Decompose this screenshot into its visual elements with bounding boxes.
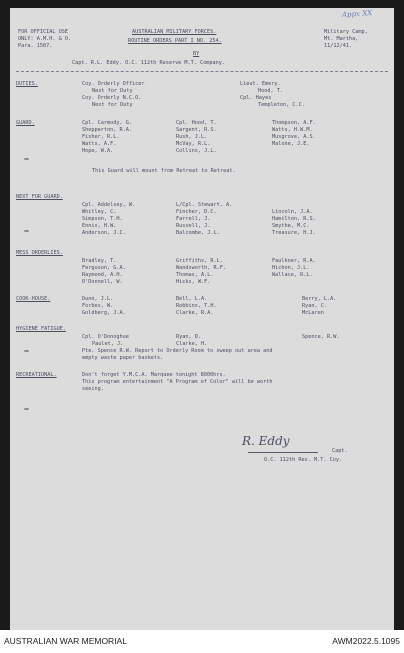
mess-orderly: Bradley, T. [82,258,117,264]
mess-orderly: Wallace, R.L. [272,272,313,278]
next-guard-member: Hamilton, R.S. [272,216,316,222]
official-use-line3: Para. 1507. [18,43,53,49]
location-line1: Military Camp, [324,29,368,35]
official-use-line1: FOR OFFICIAL USE [18,29,68,35]
signature-unit: O.C. 112th Res. M.T. Coy. [264,457,343,463]
signature-scrawl [242,434,290,448]
duty-name: Cpl. Hayes [240,95,272,101]
next-guard-member: Whitley, C. [82,209,117,215]
cook-house-heading: COOK-HOUSE. [16,296,51,302]
next-guard-member: Balcombe, J.L. [176,230,220,236]
punch-hole [24,230,29,232]
mess-orderly: Faulkner, R.A. [272,258,316,264]
next-guard-member: L/Cpl. Stewart, A. [176,202,233,208]
hygiene-member: Cpl. O'Donoghue [82,334,129,340]
duty-name: Templeton, C.C. [258,102,305,108]
next-guard-member: Treasure, H.J. [272,230,316,236]
official-use-line2: ONLY: A.M.H. & O. [18,36,72,42]
hygiene-member: Clarke, H. [176,341,208,347]
next-guard-member: Ennis, H.W. [82,223,117,229]
next-guard-member: Russell, J. [176,223,211,229]
guard-member: Cpl. Hood, T. [176,120,217,126]
guard-member: Shepperton, R.A. [82,127,132,133]
cook-house-member: Forbes, W. [82,303,114,309]
next-for-guard-heading: NEXT FOR GUARD. [16,194,63,200]
hygiene-member: Spence, R.W. [302,334,340,340]
mess-orderly: Hicks, W.F. [176,279,211,285]
guard-member: Collins, J.L. [176,148,217,154]
mess-orderly: Wandsworth, R.F. [176,265,226,271]
recreational-text: This program entertainment "A Program of Color" will be worth [82,379,273,385]
guard-member: Malone, J.E. [272,141,310,147]
next-guard-member: Farrell, J. [176,216,211,222]
hygiene-note: empty waste paper baskets. [82,355,164,361]
hygiene-member: Paulet, J. [92,341,124,347]
duty-name: Hood, T. [258,88,283,94]
punch-hole [24,350,29,352]
document-title: AUSTRALIAN MILITARY FORCES. [132,29,217,35]
mess-orderlies-heading: MESS ORDERLIES. [16,250,63,256]
next-guard-member: Fincher, D.C. [176,209,217,215]
recreational-text: seeing. [82,386,104,392]
header-divider [16,71,388,72]
cook-house-member: Ryan, C. [302,303,327,309]
document-page [10,8,394,630]
cook-house-member: Berry, L.A. [302,296,337,302]
guard-member: Cpl. Carmody, G. [82,120,132,126]
signature-name: R. Eddy [242,434,290,448]
guard-member: Musgrove, A.S. [272,134,316,140]
by-label: BY [193,51,200,57]
guard-member: McVay, R.L. [176,141,211,147]
duty-role: Next for Duty [92,88,133,94]
mess-orderly: Hichon, J.L. [272,265,310,271]
duty-name: Lieut. Emery. [240,81,281,87]
duty-role: Coy. Orderly Officer [82,81,145,87]
recreational-text: Don't forget Y.M.C.A. Marquee tonight 8000hrs. [82,372,226,378]
mess-orderly: Ferguson, G.A. [82,265,126,271]
cook-house-member: Robbins, T.H. [176,303,217,309]
footer-institution: AUSTRALIAN WAR MEMORIAL [4,636,127,646]
signature-underline [248,452,318,453]
hygiene-member: Ryan, D. [176,334,201,340]
guard-note: This Guard will mount from Retreat to Retreat. [92,168,236,174]
footer-accession-number: AWM2022.5.1095 [332,636,400,646]
punch-hole [24,158,29,160]
duties-heading: DUTIES. [16,81,38,87]
mess-orderly: Griffiths, R.L. [176,258,223,264]
location-line2: Mt. Martha, [324,36,359,42]
cook-house-member: Bell, L.A. [176,296,208,302]
commanding-officer: Capt. R.L. Eddy. O.C. 112th Reserve M.T. Company. [72,60,226,66]
next-guard-member: Smythe, M.C. [272,223,310,229]
document-date: 11/12/41. [324,43,353,49]
guard-heading: GUARD. [16,120,35,126]
document-subtitle: ROUTINE ORDERS PART I NO. 254. [128,38,222,44]
duty-role: Next for Duty [92,102,133,108]
mess-orderly: Thomas, A.L. [176,272,214,278]
next-guard-member: Lincoln, J.A. [272,209,313,215]
guard-member: Fisher, R.L. [82,134,120,140]
cook-house-member: Dunn, J.L. [82,296,114,302]
duty-role: Coy. Orderly N.C.O. [82,95,142,101]
mess-orderly: Raymond, A.H. [82,272,123,278]
next-guard-member: Simpson, T.H. [82,216,123,222]
signature-rank: Capt. [332,448,348,454]
cook-house-member: Clarke, R.A. [176,310,214,316]
archive-footer [0,630,404,653]
cook-house-member: McLaren [302,310,324,316]
hygiene-fatigue-heading: HYGIENE FATIGUE. [16,326,66,332]
recreational-heading: RECREATIONAL. [16,372,57,378]
cook-house-member: Goldberg, J.A. [82,310,126,316]
punch-hole [24,408,29,410]
next-guard-member: Cpl. Addelsey, W. [82,202,136,208]
guard-member: Hope, W.A. [82,148,114,154]
mess-orderly: O'Donnell, W. [82,279,123,285]
guard-member: Rush, J.L. [176,134,208,140]
next-guard-member: Anderson, J.C. [82,230,126,236]
guard-member: Watts, A.F. [82,141,117,147]
guard-member: Sargent, R.S. [176,127,217,133]
handwritten-annotation: Appx XX [341,8,373,20]
guard-member: Thompson, A.F. [272,120,316,126]
hygiene-note: Pte. Spence R.W. Report to Orderly Room to sweep out area and [82,348,273,354]
guard-member: Watts, H.W.M. [272,127,313,133]
